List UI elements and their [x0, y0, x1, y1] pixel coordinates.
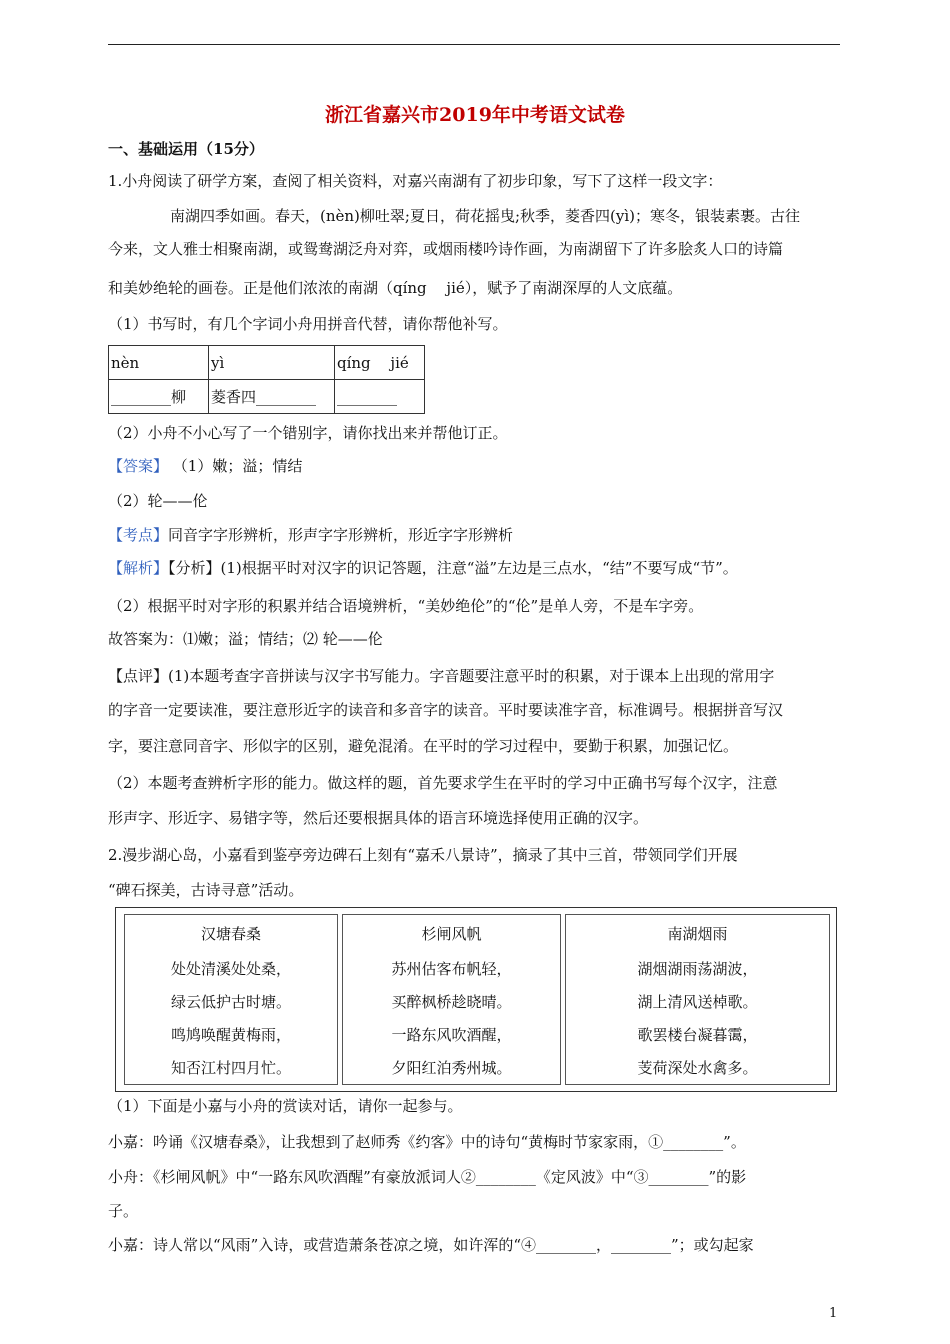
q1-sub2: （2）小舟不小心写了一个错别字，请你找出来并帮他订正。 — [108, 424, 508, 442]
dianping-line-3: 字，要注意同音字、形似字的区别，避免混淆。在平时的学习过程中，要勤于积累，加强记忆。 — [108, 737, 739, 755]
pinyin-table — [108, 345, 425, 414]
poem-line: 一路东风吹酒醒， — [391, 1026, 512, 1044]
q1-para-line-2: 今来，文人雅士相聚南湖，或鸳鸯湖泛舟对弈，或烟雨楼吟诗作画，为南湖留下了许多脍炙人口的诗篇 — [108, 240, 784, 258]
dianping-line-4: （2）本题考查辨析字形的能力。做这样的题，首先要求学生在平时的学习中正确书写每个汉字，注意 — [108, 774, 778, 792]
dialogue-line-1: 小嘉：吟诵《汉塘春桑》，让我想到了赵师秀《约客》中的诗句“黄梅时节家家雨，①________”。 — [108, 1133, 746, 1151]
q2-intro-2: “碑石探美，古诗寻意”活动。 — [108, 881, 304, 899]
dialogue-line-2: 小舟：《杉闸风帆》中“一路东风吹酒醒”有豪放派词人②________《定风波》中“③________”的影 — [108, 1168, 747, 1186]
q1-para-line-3: 和美妙绝轮的画卷。正是他们浓浓的南湖（qíng jié），赋予了南湖深厚的人文底蕴。 — [108, 279, 683, 297]
page-title: 浙江省嘉兴市2019年中考语文试卷 — [325, 104, 625, 126]
poem-title: 汉塘春桑 — [200, 925, 261, 943]
poem-line: 鸣鸠唤醒黄梅雨， — [170, 1026, 291, 1044]
poem-line: 苏州估客布帆轻， — [391, 960, 512, 978]
jiexi-line-2: （2）根据平时对字形的积累并结合语境辨析，“美妙绝伦”的“伦”是单人旁，不是车字旁。 — [108, 597, 704, 615]
pinyin-cell: yì — [209, 346, 335, 380]
dialogue-line-3: 小嘉：诗人常以“风雨”入诗，或营造萧条苍凉之境，如许浑的“④________，________”；或勾起家 — [108, 1236, 754, 1254]
header-rule — [108, 44, 840, 45]
poem-title: 南湖烟雨 — [667, 925, 728, 943]
jiexi-tag: 【解析】 — [108, 559, 169, 577]
poem-line: 湖上清风送棹歌。 — [637, 993, 758, 1011]
poem-line: 处处清溪处处桑， — [170, 960, 291, 978]
poem-column — [342, 914, 561, 1085]
jiexi-line — [108, 558, 738, 578]
poem-column — [124, 914, 338, 1085]
pinyin-cell: qíng jié — [335, 346, 425, 380]
poem-line: 歌罢楼台凝暮霭， — [637, 1026, 758, 1044]
kaodian-text: 同音字字形辨析，形声字字形辨析，形近字字形辨析 — [168, 526, 514, 544]
final-answer: 故答案为：⑴嫩；溢；情结；⑵ 轮——伦 — [108, 630, 383, 648]
answer-text: （1）嫩；溢；情结 — [172, 457, 303, 475]
answer-blank-cell: ________ — [335, 380, 425, 414]
kaodian-line — [108, 525, 513, 545]
poem-line: 芰荷深处水禽多。 — [637, 1059, 758, 1077]
poem-column — [565, 914, 830, 1085]
answer-line-2: （2）轮——伦 — [108, 492, 208, 510]
q1-intro: 1.小舟阅读了研学方案，查阅了相关资料，对嘉兴南湖有了初步印象，写下了这样一段文字： — [108, 172, 723, 190]
q2-sub1: （1）下面是小嘉与小舟的赏读对话，请你一起参与。 — [108, 1097, 463, 1115]
answer-blank-cell: 菱香四________ — [209, 380, 335, 414]
poem-line: 知否江村四月忙。 — [170, 1059, 291, 1077]
poem-line: 买醉枫桥趁晓晴。 — [391, 993, 512, 1011]
poems-table — [115, 907, 837, 1092]
page-number: 1 — [829, 1306, 838, 1321]
dianping-line-2: 的字音一定要读准，要注意形近字的读音和多音字的读音。平时要读准字音，标准调号。根据拼音写汉 — [108, 701, 784, 719]
kaodian-tag: 【考点】 — [108, 526, 169, 544]
dianping-line-5: 形声字、形近字、易错字等，然后还要根据具体的语言环境选择使用正确的汉字。 — [108, 809, 649, 827]
section-heading: 一、基础运用（15分） — [108, 140, 264, 158]
poem-line: 夕阳红泊秀州城。 — [391, 1059, 512, 1077]
q2-intro-1: 2.漫步湖心岛，小嘉看到鉴亭旁边碑石上刻有“嘉禾八景诗”，摘录了其中三首，带领同学们开展 — [108, 846, 738, 864]
q1-para-line-1: 南湖四季如画。春天，(nèn)柳吐翠;夏日，荷花摇曳;秋季，菱香四(yì)；寒冬，银装素裹。古往 — [170, 207, 800, 225]
answer-tag: 【答案】 — [108, 457, 169, 475]
q1-sub1: （1）书写时，有几个字词小舟用拼音代替，请你帮他补写。 — [108, 315, 508, 333]
poem-title: 杉闸风帆 — [421, 925, 482, 943]
answer-line — [108, 456, 302, 476]
poem-line: 湖烟湖雨荡湖波， — [637, 960, 758, 978]
answer-blank-cell: ________柳 — [109, 380, 209, 414]
poem-line: 绿云低护古时塘。 — [170, 993, 291, 1011]
dianping-line-1: 【点评】(1)本题考查字音拼读与汉字书写能力。字音题要注意平时的积累，对于课本上出现的常用字 — [108, 667, 775, 685]
dialogue-line-2-cont: 子。 — [108, 1202, 139, 1220]
jiexi-text: 【分析】(1)根据平时对汉字的识记答题，注意“溢”左边是三点水，“结”不要写成“节”。 — [168, 559, 738, 577]
pinyin-cell: nèn — [109, 346, 209, 380]
